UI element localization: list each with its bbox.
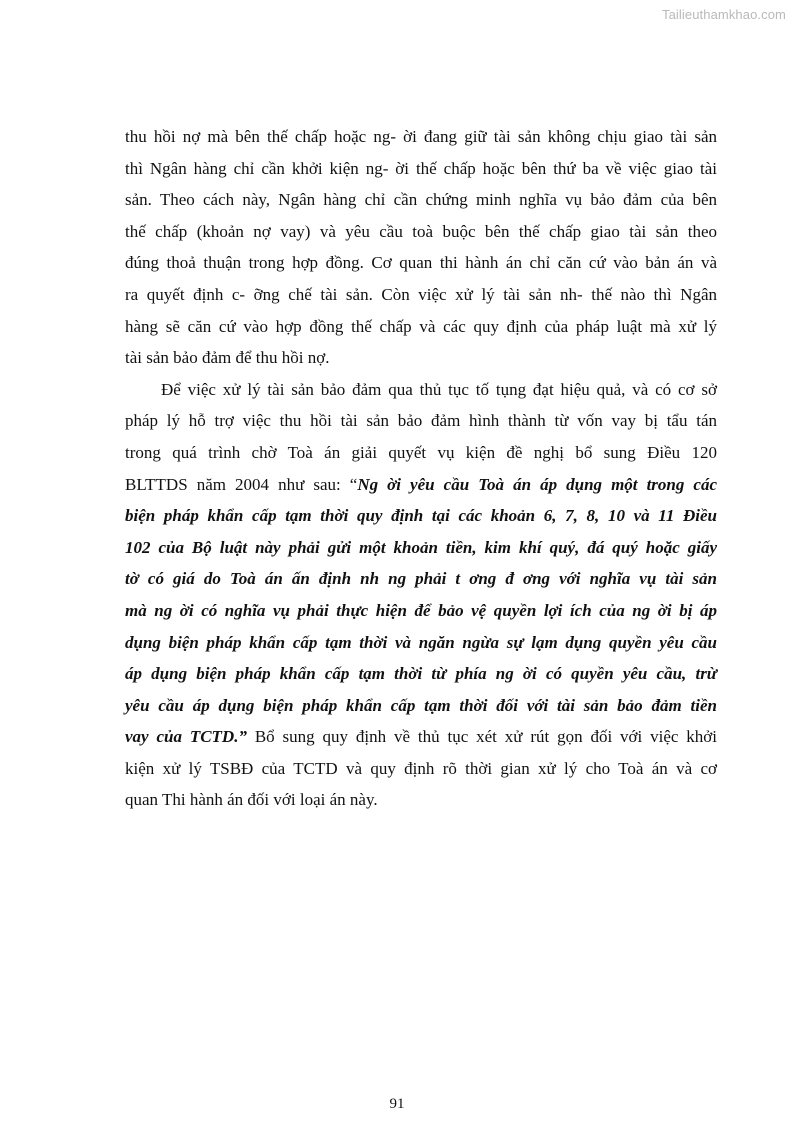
text-line: hàng sẽ căn cứ vào hợp đồng thế chấp và các quy định của pháp luật mà xử lý (125, 316, 717, 336)
quote-run: Ng ời yêu cầu Toà án áp dụng một trong các (357, 474, 718, 494)
text-line: sản. Theo cách này, Ngân hàng chỉ cần chứng minh nghĩa vụ bảo đảm của bên (125, 190, 717, 210)
page-number: 91 (389, 1096, 405, 1112)
text-line-mixed (125, 721, 717, 753)
text-line: pháp lý hỗ trợ việc thu hồi tài sản bảo đảm hình thành từ vốn vay bị tẩu tán (125, 411, 717, 431)
text-line: kiện xử lý TSBĐ của TCTD và quy định rõ thời gian xử lý cho Toà án và cơ (125, 758, 717, 778)
quote-line: áp dụng biện pháp khẩn cấp tạm thời từ phía ng ời có quyền yêu cầu, trừ (125, 664, 717, 684)
quote-line: tờ có giá do Toà án ấn định nh ng phải t ơng đ ơng với nghĩa vụ tài sản (125, 569, 717, 589)
quote-line: dụng biện pháp khẩn cấp tạm thời và ngăn ngừa sự lạm dụng quyền yêu cầu (125, 632, 717, 652)
text-run: BLTTDS năm 2004 như sau: “ (125, 474, 358, 494)
text-run: Bổ sung quy định về thủ tục xét xử rút gọn đối với việc khởi (246, 727, 718, 747)
text-line: tài sản bảo đảm để thu hồi nợ. (125, 348, 330, 368)
quote-line: 102 của Bộ luật này phải gửi một khoản tiền, kim khí quý, đá quý hoặc giấy (125, 537, 717, 557)
quote-line: mà ng ời có nghĩa vụ phải thực hiện để bảo vệ quyền lợi ích của ng ời bị áp (125, 600, 717, 620)
text-line: thu hồi nợ mà bên thế chấp hoặc ng- ời đang giữ tài sản không chịu giao tài sản (125, 127, 717, 146)
text-line: trong quá trình chờ Toà án giải quyết vụ kiện đề nghị bổ sung Điều 120 (125, 442, 717, 462)
paragraph-first-line: Để việc xử lý tài sản bảo đảm qua thủ tục tố tụng đạt hiệu quả, và có cơ sở (161, 379, 717, 399)
text-line: quan Thi hành án đối với loại án này. (125, 790, 378, 810)
watermark: Tailieuthamkhao.com (661, 7, 786, 22)
text-line: thì Ngân hàng chỉ cần khởi kiện ng- ời thế chấp hoặc bên thứ ba về việc giao tài (125, 158, 717, 178)
quote-line: biện pháp khẩn cấp tạm thời quy định tại các khoản 6, 7, 8, 10 và 11 Điều (125, 506, 717, 526)
text-line: thế chấp (khoản nợ vay) và yêu cầu toà buộc bên thế chấp giao tài sản theo (125, 221, 717, 241)
page-body (125, 121, 717, 816)
quote-line: yêu cầu áp dụng biện pháp khẩn cấp tạm thời đối với tài sản bảo đảm tiền (125, 695, 717, 715)
text-line-mixed (125, 469, 717, 501)
text-line: ra quyết định c- ỡng chế tài sản. Còn việc xử lý tài sản nh- thế nào thì Ngân (125, 284, 717, 304)
text-line: đúng thoả thuận trong hợp đồng. Cơ quan thi hành án chỉ căn cứ vào bản án và (125, 253, 717, 273)
quote-run: vay của TCTD.” (125, 727, 247, 747)
